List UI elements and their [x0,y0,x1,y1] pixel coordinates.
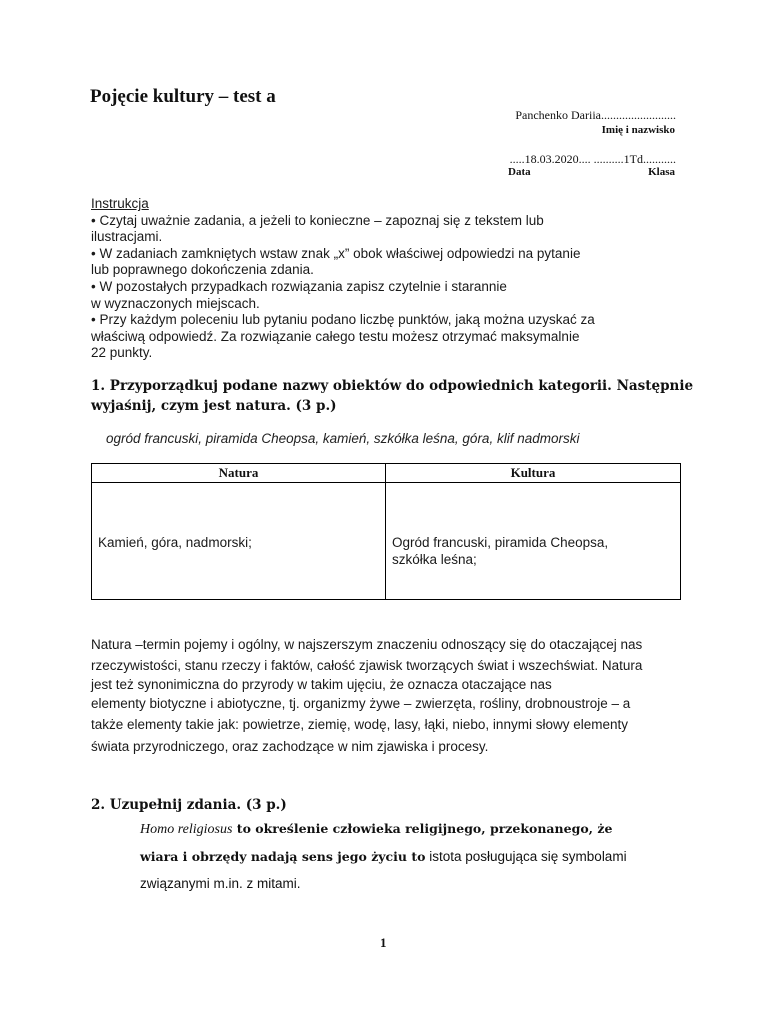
name-caption: Imię i nazwisko [601,124,675,136]
instruction-line: • W pozostałych przypadkach rozwiązania zapisz czytelnie i starannie [91,278,507,294]
explanation-line: rzeczywistości, stanu rzeczy i faktów, całość zjawisk tworzących świat i wszechświat. Natura [91,658,643,674]
instruction-line: • Czytaj uważnie zadania, a jeżeli to konieczne – zapoznaj się z tekstem lub [91,212,544,228]
page-number: 1 [380,935,387,950]
class-caption: Klasa [648,166,675,178]
explanation-line: także elementy takie jak: powietrze, ziemię, wodę, lasy, łąki, niebo, innymi słowy elementy [91,717,628,733]
kultura-answer-cell[interactable] [386,483,681,600]
kultura-answer [392,483,674,568]
explanation-line: Natura –termin pojemy i ogólny, w najszerszym znaczeniu odnoszący się do otaczającej nas [91,637,643,652]
question2-part4: związanymi m.in. z mitami. [140,876,301,891]
name-line: Panchenko Dariia......................... [515,108,676,122]
question2-term: Homo religiosus [140,822,233,837]
natura-answer: Kamień, góra, nadmorski; [98,535,252,550]
explanation-line: świata przyrodniczego, oraz zachodzące w nim zjawiska i procesy. [91,738,489,754]
question1-heading-line2: wyjaśnij, czym jest natura. (3 p.) [91,398,337,414]
instruction-line: w wyznaczonych miejscach. [91,295,260,311]
instruction-line: lub poprawnego dokończenia zdania. [91,262,314,278]
kultura-answer-line: szkółka leśna; [392,552,477,567]
question1-items: ogród francuski, piramida Cheopsa, kamień, szkółka leśna, góra, klif nadmorski [106,431,580,446]
question2-part2: wiara i obrzędy nadają sens jego życiu to [140,849,426,864]
page-title: Pojęcie kultury – test a [90,86,276,107]
instruction-line: • W zadaniach zamkniętych wstaw znak „x” obok właściwej odpowiedzi na pytanie [91,245,581,261]
explanation-line: jest też synonimiczna do przyrody w takim ujęciu, że oznacza otaczające nas [91,676,552,692]
date-class-line: .....18.03.2020.... ..........1Td........... [509,152,676,166]
explanation-line: elementy biotyczne i abiotyczne, tj. organizmy żywe – zwierzęta, rośliny, drobnoustroje – a [91,695,631,711]
question2-part1: to określenie człowieka religijnego, przekonanego, że [232,821,613,836]
instructions-heading: Instrukcja [91,196,149,211]
category-table [91,463,681,600]
instructions [91,196,595,362]
column-header-kultura: Kultura [386,464,681,483]
question2-part3: istota posługująca się symbolami [425,849,627,864]
natura-explanation [91,634,642,757]
kultura-answer-line: Ogród francuski, piramida Cheopsa, [392,535,609,550]
column-header-natura: Natura [92,464,386,483]
question2-text [140,815,627,897]
date-caption: Data [508,166,531,178]
natura-answer-cell[interactable] [92,483,386,600]
instruction-line: 22 punkty. [91,345,153,361]
instruction-line: ilustracjami. [91,229,163,245]
question2-heading: 2. Uzupełnij zdania. (3 p.) [91,797,287,813]
instruction-line: • Przy każdym poleceniu lub pytaniu podano liczbę punktów, jaką można uzyskać za [91,312,595,328]
instruction-line: właściwą odpowiedź. Za rozwiązanie całego testu możesz otrzymać maksymalnie [91,328,580,344]
question1-heading-line1: 1. Przyporządkuj podane nazwy obiektów do odpowiednich kategorii. Następnie [91,378,694,394]
